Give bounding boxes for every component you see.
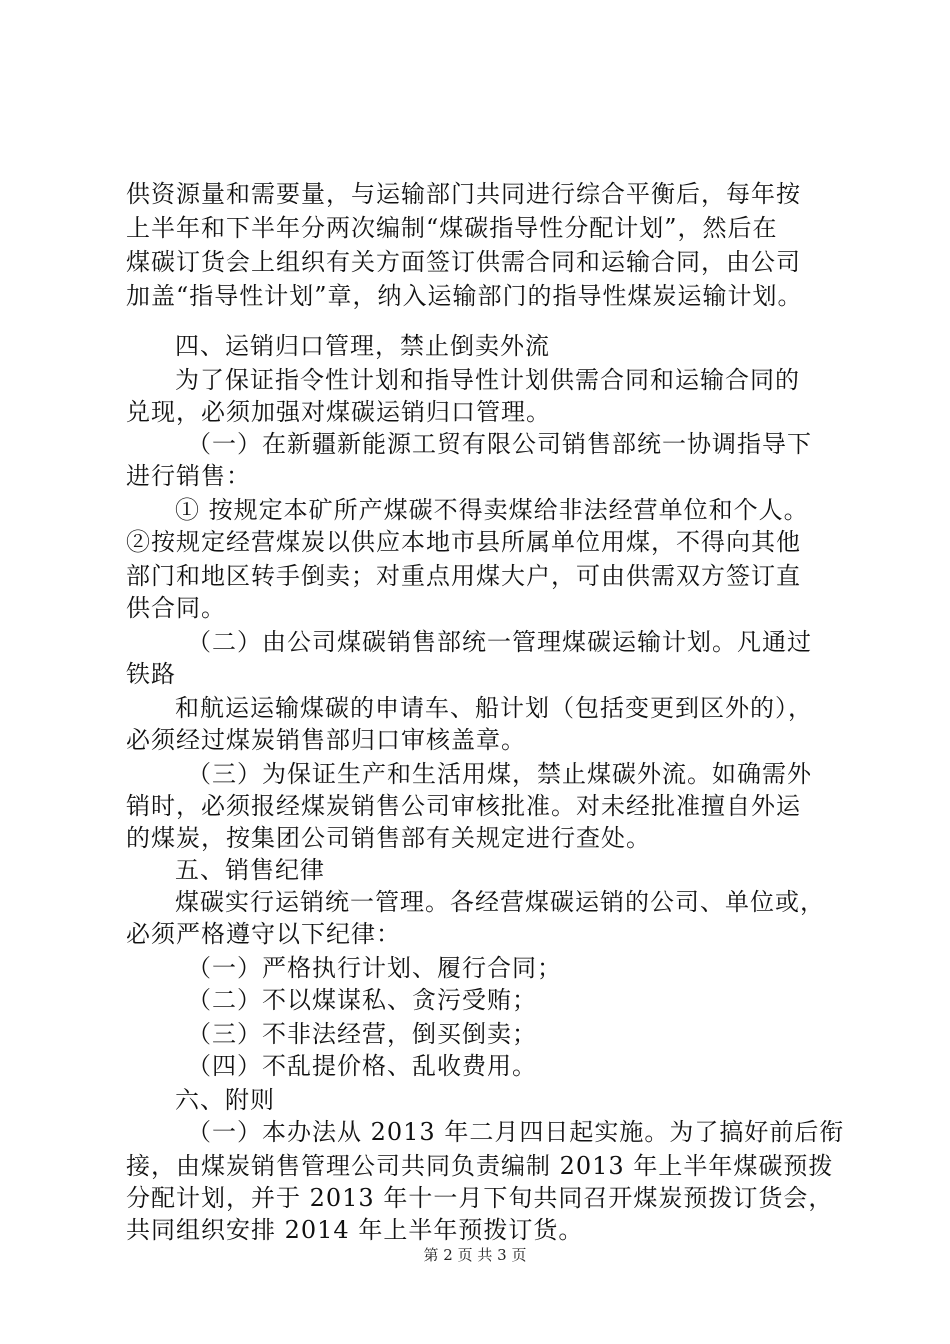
body-line: 销时，必须报经煤炭销售公司审核批准。对未经批准擅自外运 — [126, 792, 801, 820]
section-heading: 六、附则 — [175, 1086, 275, 1114]
body-line: （一）在新疆新能源工贸有限公司销售部统一协调指导下 — [187, 430, 812, 458]
body-line: ②按规定经营煤炭以供应本地市县所属单位用煤，不得向其他 — [126, 528, 801, 556]
body-line: （一）本办法从 2013 年二月四日起实施。为了搞好前后衔 — [187, 1118, 845, 1146]
body-line: 的煤炭，按集团公司销售部有关规定进行查处。 — [126, 824, 651, 852]
body-line: 为了保证指令性计划和指导性计划供需合同和运输合同的 — [175, 366, 800, 394]
body-line: 供合同。 — [126, 594, 226, 622]
page-number-footer: 第 2 页 共 3 页 — [423, 1246, 527, 1264]
body-line: 兑现，必须加强对煤碳运销归口管理。 — [126, 398, 551, 426]
body-line: 铁路 — [126, 660, 176, 688]
body-line: 加盖“指导性计划”章，纳入运输部门的指导性煤炭运输计划。 — [126, 282, 803, 310]
body-line: 分配计划，并于 2013 年十一月下旬共同召开煤炭预拨订货会， — [126, 1184, 834, 1212]
body-line: 必须严格遵守以下纪律： — [126, 920, 401, 948]
body-line: 共同组织安排 2014 年上半年预拨订货。 — [126, 1216, 584, 1244]
list-item: （二）不以煤谋私、贪污受贿； — [187, 986, 537, 1014]
list-item: （一）严格执行计划、履行合同； — [187, 954, 562, 982]
body-line: 煤碳实行运销统一管理。各经营煤碳运销的公司、单位或， — [175, 888, 825, 916]
body-line: （三）为保证生产和生活用煤，禁止煤碳外流。如确需外 — [187, 760, 812, 788]
body-line: ① 按规定本矿所产煤碳不得卖煤给非法经营单位和个人。 — [175, 496, 809, 524]
body-line: 必须经过煤炭销售部归口审核盖章。 — [126, 726, 526, 754]
body-line: 部门和地区转手倒卖；对重点用煤大户，可由供需双方签订直 — [126, 562, 801, 590]
list-item: （四）不乱提价格、乱收费用。 — [187, 1052, 537, 1080]
section-heading: 四、运销归口管理，禁止倒卖外流 — [175, 332, 550, 360]
body-line: （二）由公司煤碳销售部统一管理煤碳运输计划。凡通过 — [187, 628, 812, 656]
section-heading: 五、销售纪律 — [175, 856, 325, 884]
body-line: 接，由煤炭销售管理公司共同负责编制 2013 年上半年煤碳预拨 — [126, 1152, 834, 1180]
body-line: 进行销售： — [126, 462, 251, 490]
body-line: 供资源量和需要量，与运输部门共同进行综合平衡后，每年按 — [126, 180, 801, 208]
body-line: 上半年和下半年分两次编制“煤碳指导性分配计划”，然后在 — [126, 214, 778, 242]
body-line: 煤碳订货会上组织有关方面签订供需合同和运输合同，由公司 — [126, 248, 801, 276]
body-line: 和航运运输煤碳的申请车、船计划（包括变更到区外的）， — [175, 694, 813, 722]
list-item: （三）不非法经营，倒买倒卖； — [187, 1020, 537, 1048]
